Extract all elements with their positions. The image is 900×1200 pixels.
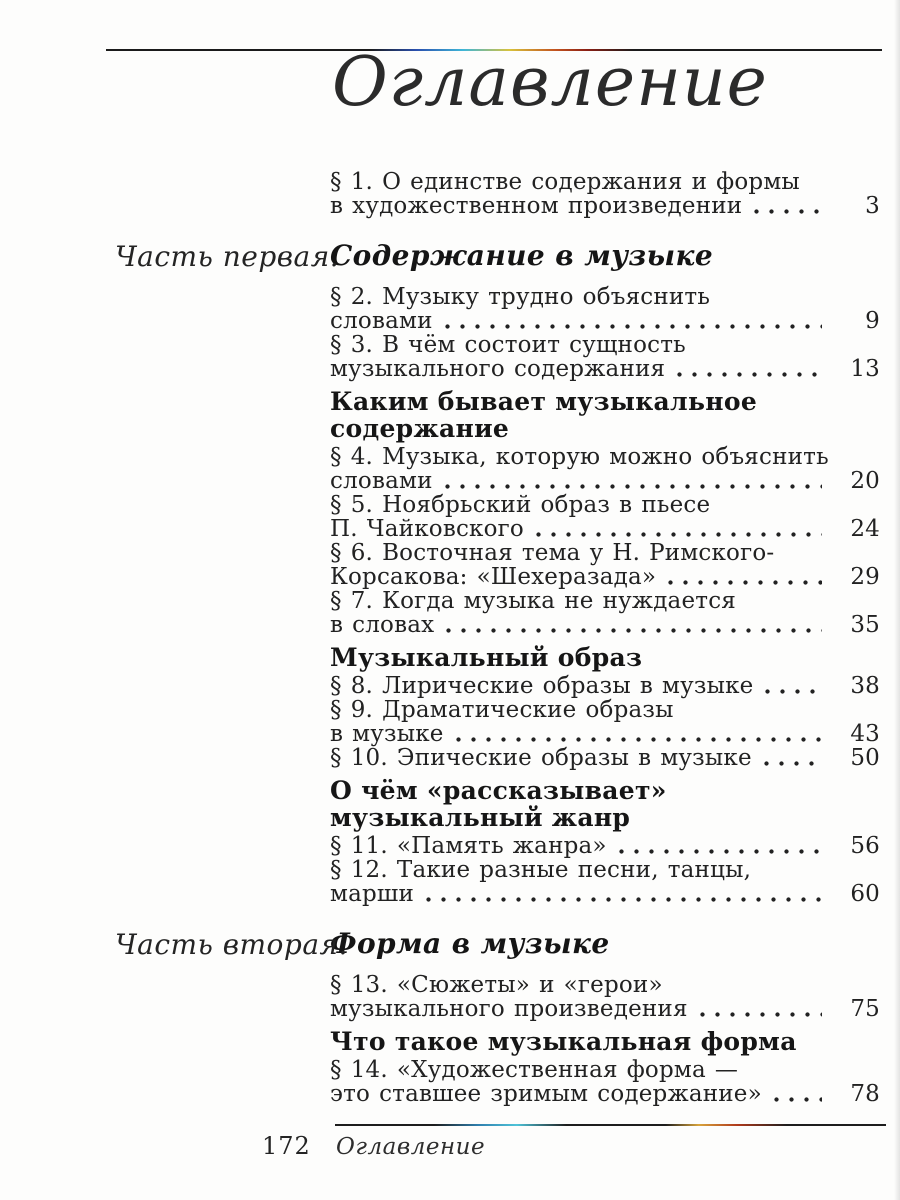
section-heading — [330, 1028, 880, 1055]
toc-entry — [330, 541, 880, 589]
toc-page-number: 43 — [850, 721, 880, 747]
page-footer — [262, 1132, 485, 1161]
toc-entry-last-line — [330, 1082, 880, 1106]
toc-page-number: 9 — [865, 308, 880, 334]
part-title: Содержание в музыке — [330, 239, 714, 272]
toc-page-number: 29 — [850, 564, 880, 590]
toc-entry-line: § 5. Ноябрьский образ в пьесе — [330, 492, 711, 518]
toc-entry-line: § 3. В чём состоит сущность — [330, 332, 686, 358]
toc-entry-text: П. Чайковского — [330, 516, 524, 542]
toc-page-number: 20 — [850, 468, 880, 494]
dot-leader — [772, 1082, 822, 1106]
footer-rule — [335, 1124, 886, 1126]
toc-entry-last-line — [330, 357, 880, 381]
dot-leader — [762, 746, 822, 770]
toc-entry-line: § 2. Музыку трудно объяснить — [330, 284, 711, 310]
toc-entry — [330, 333, 880, 381]
toc-page-number: 13 — [850, 356, 880, 382]
toc-entry-text: марши — [330, 881, 415, 907]
dot-leader — [698, 997, 822, 1021]
toc-entry-last-line — [330, 882, 880, 906]
toc-entry-text: в словах — [330, 612, 435, 638]
part-title: Форма в музыке — [330, 927, 610, 960]
toc-page-number: 3 — [865, 193, 880, 219]
table-of-contents — [115, 170, 882, 1106]
toc-entry — [330, 698, 880, 746]
part-row — [115, 239, 882, 273]
dot-leader — [534, 517, 822, 541]
toc-entry-text: словами — [330, 308, 433, 334]
toc-entry-last-line — [330, 674, 880, 698]
dot-leader — [752, 194, 822, 218]
toc-entry-line: § 13. «Сюжеты» и «герои» — [330, 972, 663, 998]
section-heading — [330, 644, 880, 671]
toc-entry-last-line — [330, 997, 880, 1021]
folio-page-number: 172 — [262, 1132, 311, 1160]
toc-entry — [330, 285, 880, 333]
toc-entry-last-line — [330, 194, 880, 218]
toc-page-number: 56 — [850, 833, 880, 859]
toc-entry-line: § 4. Музыка, которую можно объяснить — [330, 444, 829, 470]
toc-entry — [330, 674, 880, 698]
toc-page-number: 60 — [850, 881, 880, 907]
toc-page-number: 78 — [850, 1081, 880, 1107]
dot-leader — [443, 309, 822, 333]
toc-entry-line: § 6. Восточная тема у Н. Римского- — [330, 540, 775, 566]
toc-entry — [330, 589, 880, 637]
dot-leader — [443, 469, 822, 493]
toc-entry-text: музыкального произведения — [330, 996, 688, 1022]
toc-entry — [330, 746, 880, 770]
toc-page-number: 38 — [850, 673, 880, 699]
dot-leader — [444, 613, 822, 637]
section-heading-line: Музыкальный образ — [330, 643, 643, 672]
toc-entry — [330, 973, 880, 1021]
toc-entry-text: в музыке — [330, 721, 444, 747]
section-heading-line: Каким бывает музыкальное — [330, 387, 758, 416]
toc-page-number: 75 — [850, 996, 880, 1022]
dot-leader — [763, 674, 822, 698]
toc-entry-last-line — [330, 565, 880, 589]
dot-leader — [454, 722, 822, 746]
toc-entry-text: это ставшее зримым содержание» — [330, 1081, 762, 1107]
section-heading-line: музыкальный жанр — [330, 803, 631, 832]
page-title: Оглавление — [332, 43, 768, 122]
dot-leader — [424, 882, 822, 906]
toc-entry-last-line — [330, 834, 880, 858]
toc-entry-line: § 1. О единстве содержания и формы — [330, 169, 800, 195]
toc-entry-line: § 9. Драматические образы — [330, 697, 674, 723]
toc-entry — [330, 1058, 880, 1106]
running-title: Оглавление — [336, 1134, 486, 1160]
toc-entry-last-line — [330, 309, 880, 333]
toc-entry — [330, 858, 880, 906]
toc-entry-text: § 10. Эпические образы в музыке — [330, 745, 752, 771]
toc-entry-last-line — [330, 746, 880, 770]
toc-entry-text: § 11. «Память жанра» — [330, 833, 607, 859]
toc-entry — [330, 170, 880, 218]
toc-entry — [330, 493, 880, 541]
dot-leader — [617, 834, 822, 858]
toc-entry-last-line — [330, 517, 880, 541]
toc-entry-text: § 8. Лирические образы в музыке — [330, 673, 754, 699]
toc-entry-line: § 12. Такие разные песни, танцы, — [330, 857, 752, 883]
page-edge-shadow — [894, 0, 900, 1200]
toc-entry — [330, 834, 880, 858]
section-heading — [330, 777, 880, 831]
section-heading-line: содержание — [330, 414, 510, 443]
toc-entry-text: в художественном произведении — [330, 193, 743, 219]
toc-entry-text: словами — [330, 468, 433, 494]
part-label: Часть первая. — [115, 240, 340, 273]
toc-entry-line: § 7. Когда музыка не нуждается — [330, 588, 736, 614]
dot-leader — [666, 565, 822, 589]
section-heading — [330, 388, 880, 442]
section-heading-line: Что такое музыкальная форма — [330, 1027, 797, 1056]
toc-page-number: 24 — [850, 516, 880, 542]
part-row — [115, 927, 882, 961]
toc-entry-last-line — [330, 613, 880, 637]
toc-page-number: 50 — [850, 745, 880, 771]
toc-entry-text: музыкального содержания — [330, 356, 666, 382]
toc-entry-last-line — [330, 722, 880, 746]
toc-entry-text: Корсакова: «Шехеразада» — [330, 564, 657, 590]
dot-leader — [675, 357, 822, 381]
toc-page-number: 35 — [850, 612, 880, 638]
toc-entry — [330, 445, 880, 493]
toc-entry-line: § 14. «Художественная форма — — [330, 1057, 739, 1083]
section-heading-line: О чём «рассказывает» — [330, 776, 667, 805]
part-label: Часть вторая. — [115, 928, 348, 961]
toc-entry-last-line — [330, 469, 880, 493]
